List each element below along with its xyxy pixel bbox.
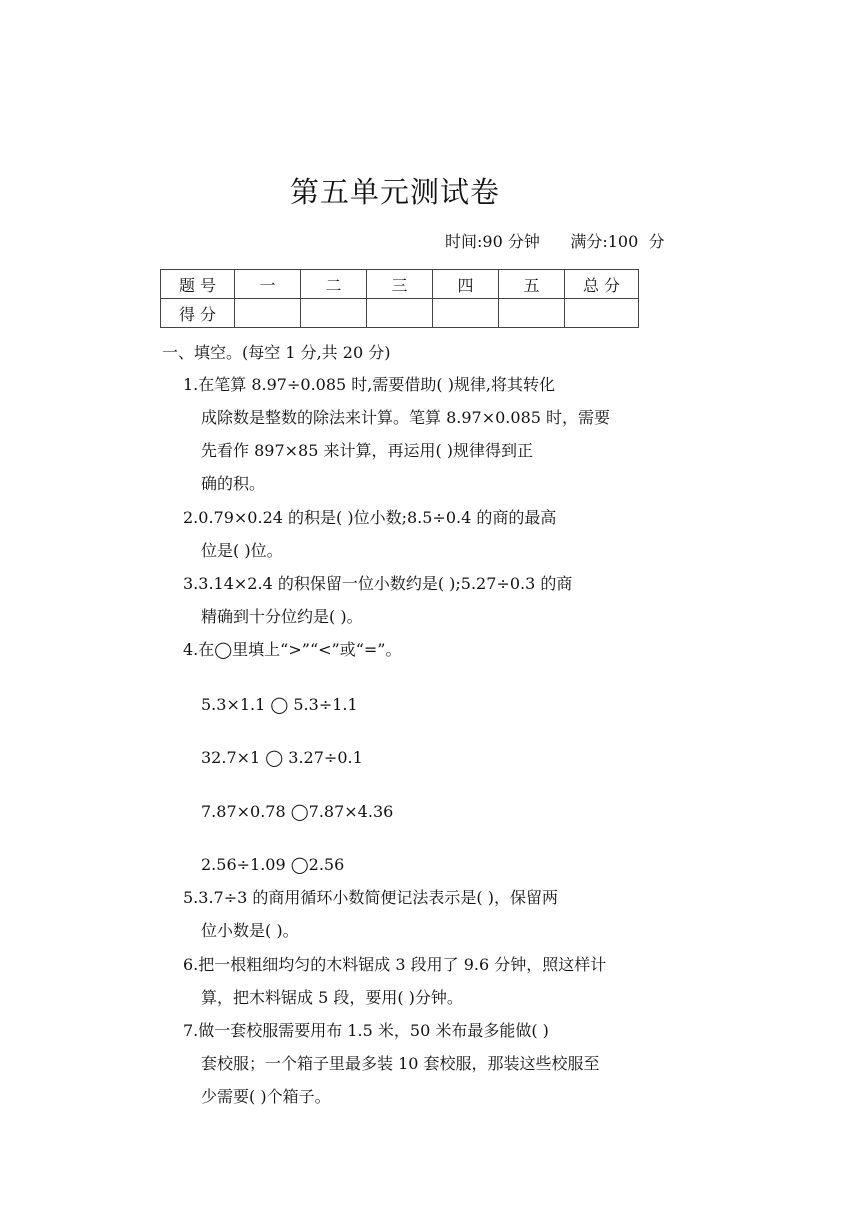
score-cell — [565, 299, 639, 328]
comparison-item: 32.7×1 ◯ 3.27÷0.1 — [201, 748, 363, 767]
score-cell — [499, 299, 565, 328]
page-title: 第五单元测试卷 — [289, 175, 500, 209]
question-line: 5.3.7÷3 的商用循环小数简便记法表示是( )，保留两 — [183, 888, 558, 907]
score-cell — [301, 299, 367, 328]
question-6 — [183, 948, 606, 1014]
question-line: 位是( )位。 — [201, 541, 283, 560]
score-label-cell: 得 分 — [161, 299, 235, 328]
question-line: 6.把一根粗细均匀的木料锯成 3 段用了 9.6 分钟，照这样计 — [183, 955, 607, 974]
header-cell: 一 — [235, 270, 301, 299]
time-and-score-info: 时间:90 分钟 满分:100 分 — [445, 232, 665, 251]
question-line: 4.在◯里填上“>”“<”或“=”。 — [183, 640, 402, 659]
header-cell: 题 号 — [161, 270, 235, 299]
header-cell: 三 — [367, 270, 433, 299]
header-cell: 二 — [301, 270, 367, 299]
question-line: 2.0.79×0.24 的积是( )位小数;8.5÷0.4 的商的最高 — [183, 508, 557, 527]
score-table-score-row — [161, 299, 639, 328]
question-line: 1.在笔算 8.97÷0.085 时,需要借助( )规律,将其转化 — [183, 375, 556, 394]
score-table — [160, 269, 639, 328]
score-table-header-row — [161, 270, 639, 299]
question-line: 少需要( )个箱子。 — [201, 1087, 331, 1106]
question-5 — [183, 881, 558, 947]
comparison-item: 7.87×0.78 ◯7.87×4.36 — [201, 802, 394, 821]
question-line: 精确到十分位约是( )。 — [201, 607, 363, 626]
question-2 — [183, 501, 556, 567]
question-line: 位小数是( )。 — [201, 921, 299, 940]
question-line: 先看作 897×85 来计算，再运用( )规律得到正 — [201, 441, 534, 460]
score-cell — [235, 299, 301, 328]
section-1-heading: 一、填空。(每空 1 分,共 20 分) — [162, 343, 391, 362]
header-cell: 总 分 — [565, 270, 639, 299]
question-line: 确的积。 — [201, 474, 266, 493]
question-1 — [183, 368, 610, 500]
question-line: 7.做一套校服需要用布 1.5 米，50 米布最多能做( ) — [183, 1021, 549, 1040]
question-line: 成除数是整数的除法来计算。笔算 8.97×0.085 时，需要 — [201, 408, 611, 427]
header-cell: 五 — [499, 270, 565, 299]
question-line: 3.3.14×2.4 的积保留一位小数约是( );5.27÷0.3 的商 — [183, 574, 573, 593]
question-line: 套校服；一个箱子里最多装 10 套校服，那装这些校服至 — [201, 1054, 600, 1073]
comparison-item: 2.56÷1.09 ◯2.56 — [201, 855, 345, 874]
question-4 — [183, 633, 401, 666]
header-cell: 四 — [433, 270, 499, 299]
question-7 — [183, 1014, 600, 1113]
score-cell — [367, 299, 433, 328]
question-3 — [183, 567, 572, 633]
comparison-item: 5.3×1.1 ◯ 5.3÷1.1 — [201, 695, 358, 714]
question-line: 算，把木料锯成 5 段，要用( )分钟。 — [201, 988, 463, 1007]
score-cell — [433, 299, 499, 328]
